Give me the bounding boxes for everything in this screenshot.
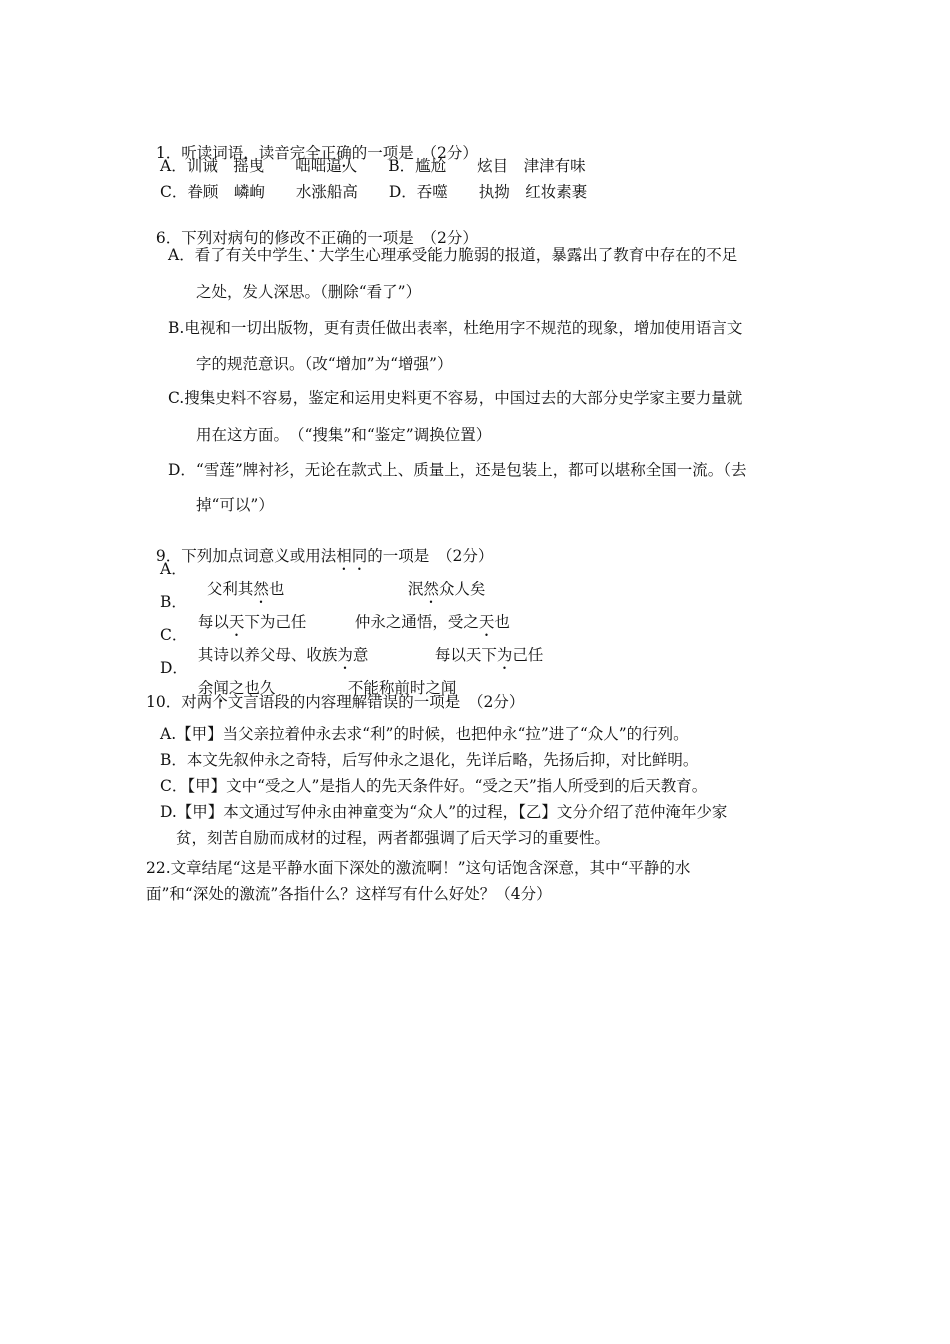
question-9-option-a-label: A． <box>160 560 187 578</box>
question-9-option-a-right: 泯然众人矣 <box>407 580 486 598</box>
emphasis-mark: 然 <box>253 580 269 598</box>
question-6-stem: 6．下列对病句的修改不正确的一项是 （2分） <box>155 229 478 247</box>
question-9-option-b-label: B． <box>160 593 187 611</box>
question-6-option-a-line-2: 之处，发人深思。（删除“看了”） <box>196 283 422 301</box>
question-9-option-c-right: 每以天下为己任 <box>434 646 544 664</box>
question-1-options-row-2: C．眷顾 嶙峋 水涨船高 D．吞噬 执拗 红妆素裹 <box>160 183 588 201</box>
question-6-option-d-line-2: 掉“可以”） <box>196 496 274 514</box>
question-1-options-row-1: A．训诫 摇曳 咄咄逼人 B．尴尬 炫目 津津有味 <box>160 157 586 175</box>
question-9-option-b-right: 仲永之通悟，受之天也 <box>354 613 510 631</box>
question-6-option-a-line-1: A．看了有关中学生、大学生心理承受能力脆弱的报道，暴露出了教育中存在的不足 <box>168 246 738 264</box>
question-9-option-c-label: C． <box>160 626 188 644</box>
question-10-option-c: C．【甲】文中“受之人”是指人的先天条件好。“受之天”指人所受到的后天教育。 <box>160 777 708 795</box>
question-9-option-d-right: 不能称前时之闻 <box>347 679 457 697</box>
question-10-option-b: B．本文先叙仲永之奇特，后写仲永之退化，先详后略，先扬后抑，对比鲜明。 <box>160 751 699 769</box>
emphasis-mark: 闻 <box>213 679 229 697</box>
emphasis-mark: 为 <box>337 646 353 664</box>
question-22-line-1: 22.文章结尾“这是平静水面下深处的激流啊！”这句话饱含深意，其中“平静的水 <box>146 859 691 877</box>
question-6-option-b-line-2: 字的规范意识。（改“增加”为“增强”） <box>196 355 453 373</box>
emphasis-mark: 确 <box>336 144 352 162</box>
emphasis-mark: 然 <box>423 580 439 598</box>
question-9-option-d-left: 余闻之也久 <box>197 679 276 697</box>
emphasis-mark: 天 <box>228 613 245 631</box>
emphasis-mark: 天 <box>478 613 495 631</box>
question-1-stem: 1．听读词语，读音完全正确的一项是 （2分） <box>155 144 478 162</box>
question-9-stem: 9．下列加点词意义或用法相同的一项是 （2分） <box>155 547 494 565</box>
question-9-option-c-left: 其诗以养父母、收族为意 <box>197 646 369 664</box>
question-10-option-a: A.【甲】当父亲拉着仲永去求“利”的时候，也把仲永“拉”进了“众人”的行列。 <box>160 725 689 743</box>
emphasis-mark: 不 <box>305 229 321 247</box>
emphasis-mark: 为 <box>496 646 513 664</box>
question-6-option-c-line-1: C.搜集史料不容易，鉴定和运用史料更不容易，中国过去的大部分史学家主要力量就 <box>168 389 743 407</box>
question-6-option-d-line-1: D．“雪莲”牌衬衫，无论在款式上、质量上，还是包装上，都可以堪称全国一流。（去 <box>168 461 747 479</box>
question-10-option-d-line-1: D.【甲】本文通过写仲永由神童变为“众人”的过程，【乙】文分介绍了范仲淹年少家 <box>160 803 728 821</box>
question-9-option-b-left: 每以天下为己任 <box>197 613 307 631</box>
question-6-option-b-line-1: B.电视和一切出版物，更有责任做出表率，杜绝用字不规范的现象，增加使用语言文 <box>168 319 743 337</box>
question-10-stem: 10．对两个文言语段的内容理解错误的一项是 （2分） <box>146 693 525 711</box>
question-6-option-c-line-2: 用在这方面。 （“搜集”和“鉴定”调换位置） <box>196 426 492 444</box>
emphasis-mark: 相同 <box>336 547 368 565</box>
question-9-option-d-label: D． <box>160 659 188 677</box>
question-10-option-d-line-2: 贫，刻苦自励而成材的过程，两者都强调了后天学习的重要性。 <box>176 829 611 847</box>
question-22-line-2: 面”和“深处的激流”各指什么？这样写有什么好处？（4分） <box>146 885 552 903</box>
emphasis-mark: 闻 <box>440 679 457 697</box>
question-9-option-a-left: 父利其然也 <box>206 580 285 598</box>
